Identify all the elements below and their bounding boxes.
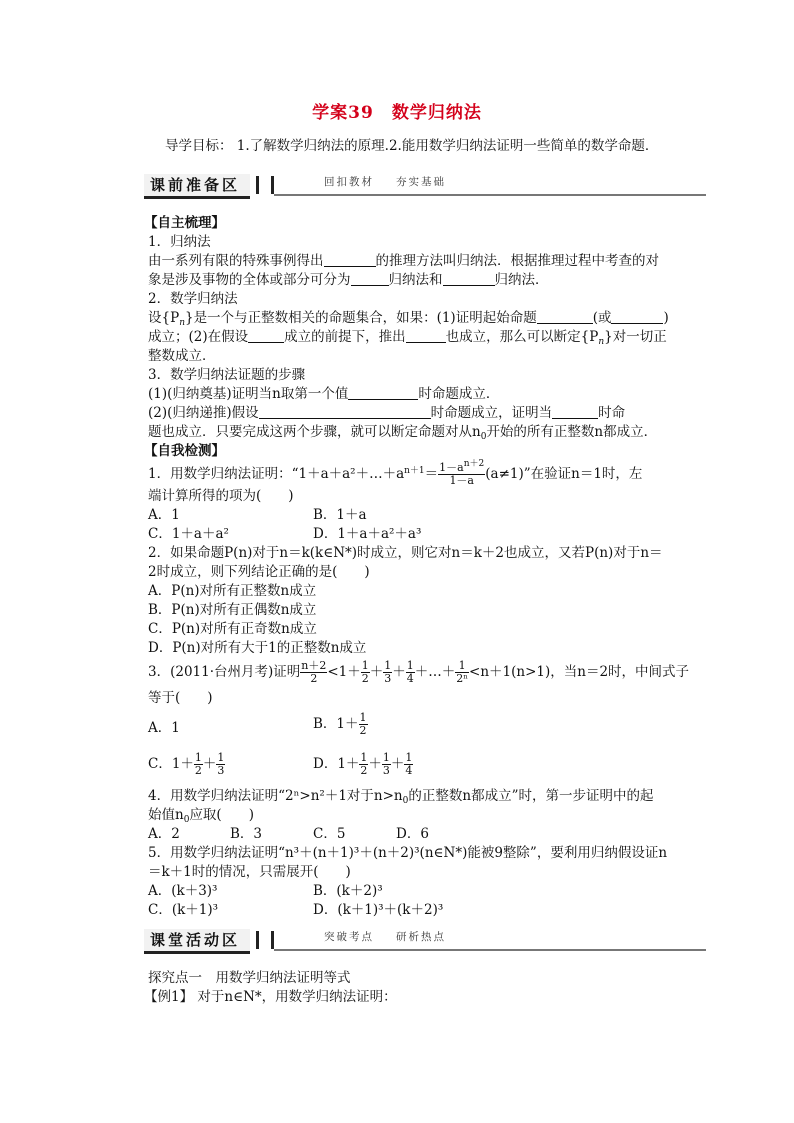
q5-option-a: A．(k＋3)³ — [148, 883, 218, 899]
q1-option-b: B．1＋a — [313, 507, 367, 523]
paragraph-math-induction-1: 设$\{P_n\}$是一个与正整数相关的命题集合，如果：(1)证明起始命题 (或 ) — [148, 310, 669, 328]
title-topic: 数学归纳法 — [391, 103, 482, 123]
q5-option-d: D．(k＋1)³＋(k＋2)³ — [313, 902, 444, 918]
q4-option-c: C．5 — [313, 826, 346, 842]
section-banner-in-class — [144, 929, 706, 953]
question-4-stem-cont: 始值$n_0$应取( ) — [148, 807, 254, 825]
banner-sub-1: 突破考点 — [324, 931, 374, 943]
section-heading-self-check: 【自我检测】 — [144, 443, 225, 459]
q2-option-a: A．P(n)对所有正整数n成立 — [148, 583, 317, 599]
q1-option-a: A．1 — [148, 507, 180, 523]
banner-sub-1: 回扣教材 — [324, 176, 374, 188]
page-title — [0, 98, 794, 123]
section-banner-pre-class — [144, 174, 706, 198]
example-1: 【例1】 对于n∈N*，用数学归纳法证明： — [144, 989, 397, 1005]
q3-option-b: B．1＋ $\frac{1}{2}$ — [313, 711, 367, 737]
q3-option-d: D．1＋ $\frac{1}{2}$ ＋ $\frac{1}{3}$ ＋ $\frac{1}{4}$ — [313, 751, 413, 777]
paragraph-induction-1: 由一系列有限的特殊事例得出 的推理方法叫归纳法．根据推理过程中考查的对 — [148, 253, 659, 269]
q1-fraction: $\frac{1-a^{n+2}}{1-a}$ — [439, 459, 485, 487]
title-lesson-number: 学案39 — [312, 103, 374, 123]
banner-arrow-icon — [256, 176, 274, 194]
question-4-stem: 4．用数学归纳法证明“2ⁿ>n²＋1对于$n>n_0$的正整数n都成立”时，第一步证明中的起 — [148, 788, 654, 806]
q4-option-b: B．3 — [230, 826, 263, 842]
q1-option-d: D．1＋a＋a²＋a³ — [313, 526, 422, 542]
q1-option-c: C．1＋a＋a² — [148, 526, 229, 542]
banner-sub-2: 夯实基础 — [396, 176, 446, 188]
section-heading-self-review: 【自主梳理】 — [144, 215, 225, 231]
banner-label: 课堂活动区 — [144, 929, 250, 954]
banner-label: 课前准备区 — [144, 174, 250, 199]
heading-proof-steps: 3．数学归纳法证题的步骤 — [148, 367, 306, 383]
question-3-stem: 3．(2011·台州月考)证明 $\frac{n+2}{2}$ <1＋ $\frac{1}{2}$ ＋ $\frac{1}{3}$ ＋ $\frac{1}{4}$ ＋…＋ $\frac{1}{\text{2ⁿ}}$ <n＋1(n>1)，当n＝2时，中间式子 — [148, 659, 690, 685]
question-2-stem-cont: 2时成立，则下列结论正确的是( ) — [148, 564, 370, 580]
question-5-stem-cont: ＝k＋1时的情况，只需展开( ) — [148, 864, 351, 880]
q2-option-c: C．P(n)对所有正奇数n成立 — [148, 621, 317, 637]
paragraph-math-induction-2: 成立；(2)在假设 成立的前提下，推出 也成立，那么可以断定$\{P_n\}$对一切正 — [148, 329, 667, 347]
learning-goals: 导学目标： 1.了解数学归纳法的原理.2.能用数学归纳法证明一些简单的数学命题． — [165, 138, 659, 154]
paragraph-step-2: (2)(归纳递推)假设 时命题成立，证明当 时命 — [148, 405, 626, 421]
question-1-stem: 1．用数学归纳法证明：“$1+a+a^2+\dots+a^{n+1}=$ $\frac{1-a^{n+2}}{1-a}$ (a≠1)”在验证n＝1时，左 — [148, 459, 643, 487]
q3-option-c: C．1＋ $\frac{1}{2}$ ＋ $\frac{1}{3}$ — [148, 751, 225, 777]
question-3-stem-cont: 等于( ) — [148, 690, 213, 706]
paragraph-math-induction-3: 整数成立． — [148, 348, 216, 364]
banner-rule — [274, 194, 706, 196]
question-1-stem-cont: 端计算所得的项为( ) — [148, 488, 294, 504]
question-2-stem: 2．如果命题P(n)对于n＝k(k∈N*)时成立，则它对n＝k＋2也成立，又若P(n)对于n＝ — [148, 545, 663, 561]
q3-option-a: A．1 — [148, 720, 180, 736]
banner-sub-2: 研析热点 — [396, 931, 446, 943]
question-5-stem: 5．用数学归纳法证明“n³＋(n＋1)³＋(n＋2)³(n∈N*)能被9整除”，要利用归纳假设证n — [148, 845, 668, 861]
paragraph-induction-2: 象是涉及事物的全体或部分可分为 归纳法和 归纳法． — [148, 272, 549, 288]
heading-math-induction: 2．数学归纳法 — [148, 291, 238, 307]
q4-option-a: A．2 — [148, 826, 180, 842]
paragraph-step-1: (1)(归纳奠基)证明当n取第一个值 时命题成立． — [148, 386, 500, 402]
q4-option-d: D．6 — [396, 826, 429, 842]
banner-rule — [274, 949, 706, 951]
q5-option-b: B．(k＋2)³ — [313, 883, 383, 899]
q2-option-b: B．P(n)对所有正偶数n成立 — [148, 602, 317, 618]
explore-heading: 探究点一 用数学归纳法证明等式 — [148, 970, 351, 986]
q5-option-c: C．(k＋1)³ — [148, 902, 219, 918]
paragraph-step-3: 题也成立．只要完成这两个步骤，就可以断定命题对从$n_0$开始的所有正整数n都成立． — [148, 424, 658, 442]
heading-induction: 1．归纳法 — [148, 234, 211, 250]
q2-option-d: D．P(n)对所有大于1的正整数n成立 — [148, 640, 367, 656]
banner-arrow-icon — [256, 931, 274, 949]
